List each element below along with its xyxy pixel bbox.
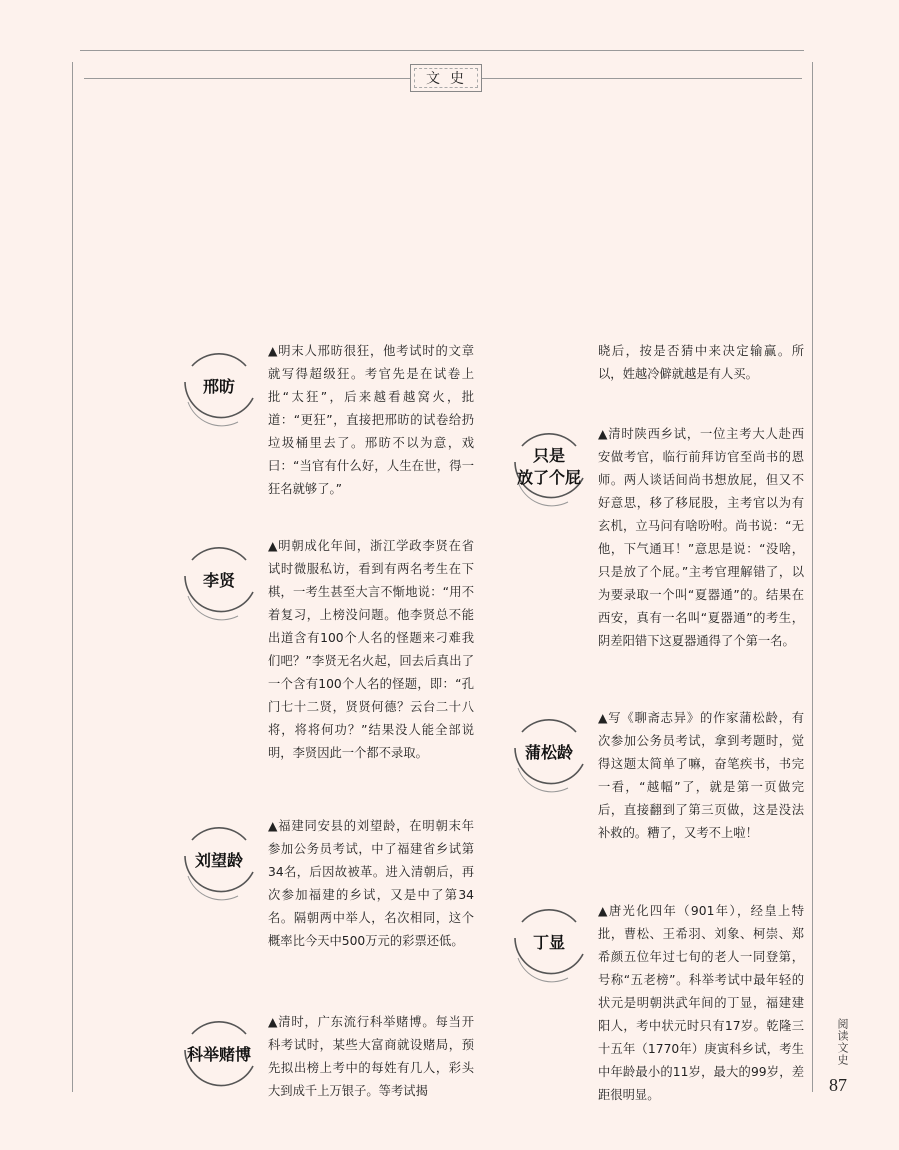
entry-title-line-1: 只是	[532, 446, 565, 465]
left-border	[72, 62, 73, 1092]
title-medal	[176, 1012, 262, 1098]
entry-text: ▲明末人邢昉很狂，他考试时的文章就写得超级狂。考官先是在试卷上批“太狂”，后来越看越窝火，批道：“更狂”，直接把邢昉的试卷给扔垃圾桶里去了。邢昉不以为意，戏曰：“当官有什么好，人生在世，得一狂名就够了。”	[268, 344, 474, 496]
entry-text: ▲写《聊斋志异》的作家蒲松龄，有次参加公务员考试，拿到考题时，觉得这题太简单了嘛，奋笔疾书，书完一看，“越幅”了，就是第一页做完后，直接翻到了第三页做，这是没法补救的。糟了，又考不上啦！	[598, 711, 804, 840]
title-medal	[506, 710, 592, 796]
magazine-label: 阅读文史	[836, 1018, 849, 1066]
title-medal	[176, 538, 262, 624]
entry-title: 邢昉	[202, 377, 235, 396]
entry-text-continued: 晓后，按是否猜中来决定输赢。所以，姓越冷僻就越是有人买。	[598, 344, 804, 381]
entry-text: ▲福建同安县的刘望龄，在明朝末年参加公务员考试，中了福建省乡试第34名，后因故被革。进入清朝后，再次参加福建的乡试，又是中了第34名。隔朝两中举人，名次相同，这个概率比今天中500万元的彩票还低。	[268, 819, 474, 948]
entry-title: 科举赌博	[186, 1045, 251, 1064]
entry-title: 蒲松龄	[524, 743, 573, 762]
entry-text: ▲明朝成化年间，浙江学政李贤在省试时微服私访，看到有两名考生在下棋，一考生甚至大言不惭地说：“用不着复习，上榜没问题。他李贤总不能出道含有100个人名的怪题来刁难我们吧？”李贤无名火起，回去后真出了一个含有100个人名的怪题，即：“孔门七十二贤，贤贤何德？云台二十八将，将将何功？”结果没人能全部说明，李贤因此一个都不录取。	[268, 539, 474, 760]
entry-title-line-2: 放了个屁	[516, 468, 581, 487]
entry-title: 丁显	[532, 933, 565, 952]
entry-text: ▲清时，广东流行科举赌博。每当开科考试时，某些大富商就设赌局，预先拟出榜上考中的每姓有几人，彩头大到成千上万银子。等考试揭	[268, 1015, 474, 1098]
entry-text: ▲清时陕西乡试，一位主考大人赴西安做考官，临行前拜访官至尚书的恩师。两人谈话间尚书想放屁，但又不好意思，移了移屁股，主考官以为有玄机，立马问有啥吩咐。尚书说：“无他，下气通耳！”意思是说：“没啥，只是放了个屁。”主考官理解错了，以为要录取一个叫“夏器通”的。结果在西安，真有一名叫“夏器通”的考生，阴差阳错下这夏器通得了个第一名。	[598, 427, 804, 648]
title-medal	[506, 900, 592, 986]
entry-title: 刘望龄	[194, 851, 243, 870]
entry-title	[506, 424, 592, 510]
title-medal	[176, 818, 262, 904]
entry-text: ▲唐光化四年（901年），经皇上特批，曹松、王希羽、刘象、柯崇、郑希颜五位年过七旬的老人一同登第，号称“五老榜”。科举考试中最年轻的状元是明朝洪武年间的丁显，福建建阳人，考中状元时只有17岁。乾隆三十五年（1770年）庚寅科乡试，考生中年龄最小的11岁，最大的99岁，差距很明显。	[598, 904, 804, 1102]
section-tag: 文史	[410, 64, 482, 92]
right-border	[812, 62, 813, 1092]
title-medal	[506, 424, 592, 510]
top-rule	[80, 50, 804, 51]
page-number: 87	[829, 1075, 847, 1095]
title-medal	[176, 344, 262, 430]
entry-title: 李贤	[202, 571, 235, 590]
